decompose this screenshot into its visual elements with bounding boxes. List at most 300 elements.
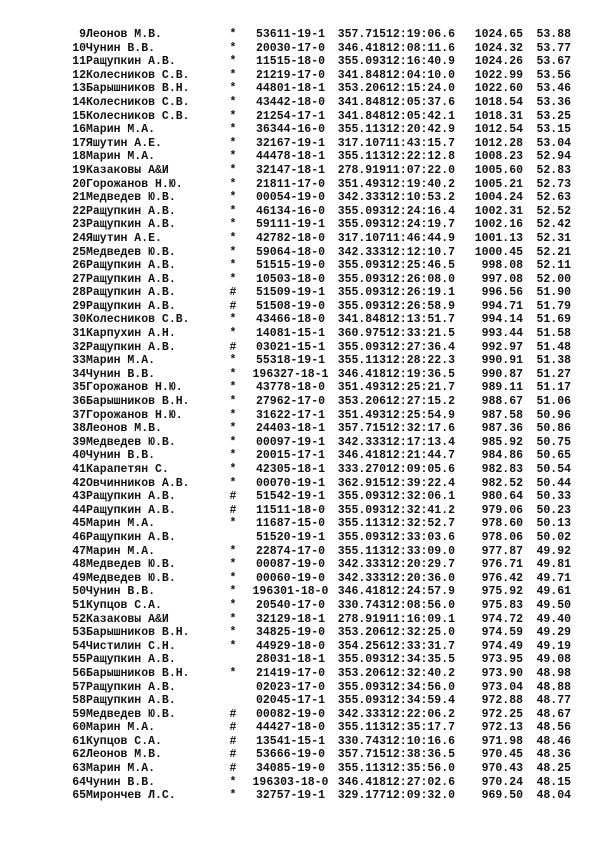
arrival-time-cell: 12:12:10.7: [386, 245, 456, 259]
fancier-name-cell: Марин М.А.: [86, 150, 156, 164]
distance-cell: 353.206: [337, 666, 386, 680]
arrival-time-cell: 12:27:15.2: [386, 395, 456, 409]
arrival-time-cell: 12:32:17.6: [386, 422, 456, 436]
score-cell: 50.65: [536, 449, 572, 463]
rank-cell: 15: [72, 109, 86, 123]
distance-cell: 346.418: [337, 449, 386, 463]
arrival-time-cell: 11:46:44.9: [386, 231, 456, 245]
speed-cell: 976.42: [481, 571, 524, 585]
table-row: [60, 517, 571, 531]
arrival-time-cell: 12:19:36.5: [386, 367, 456, 381]
arrival-time-cell: 11:07:22.0: [386, 163, 456, 177]
fancier-name-cell: Медведев Ю.В.: [86, 245, 176, 259]
rank-cell: 17: [72, 136, 86, 150]
distance-cell: 342.333: [337, 435, 386, 449]
mark-cell: #: [229, 503, 237, 517]
rank-cell: 26: [72, 259, 86, 273]
mark-cell: #: [229, 748, 237, 762]
mark-cell: #: [229, 286, 237, 300]
ring-id-cell: 42305-18-1: [255, 463, 325, 476]
rank-cell: 53: [72, 626, 86, 640]
score-cell: 48.15: [536, 775, 572, 789]
arrival-time-cell: 12:19:40.2: [386, 177, 456, 191]
distance-cell: 355.113: [337, 544, 386, 558]
table-row: [60, 42, 571, 56]
rank-cell: 54: [72, 639, 86, 653]
mark-cell: *: [229, 544, 237, 558]
rank-cell: 40: [72, 449, 86, 463]
table-row: [60, 477, 571, 491]
distance-cell: 355.113: [337, 517, 386, 531]
rank-cell: 25: [72, 245, 86, 259]
table-row: [60, 341, 571, 355]
mark-cell: *: [229, 775, 237, 789]
score-cell: 53.56: [536, 68, 572, 82]
table-row: [60, 218, 571, 232]
mark-cell: *: [229, 218, 237, 232]
arrival-time-cell: 12:25:46.5: [386, 259, 456, 273]
ring-id-cell: 44427-18-0: [255, 721, 325, 735]
speed-cell: 974.49: [481, 639, 524, 653]
mark-cell: [218, 531, 248, 545]
rank-cell: 23: [72, 218, 86, 232]
fancier-name-cell: Медведев Ю.В.: [86, 707, 176, 721]
table-row: [60, 762, 571, 776]
score-cell: 52.52: [536, 204, 572, 218]
speed-cell: 1022.99: [474, 68, 524, 82]
ring-id-cell: 14081-15-1: [255, 327, 325, 341]
ring-id-cell: 10503-18-0: [255, 272, 325, 286]
distance-cell: 341.848: [337, 68, 386, 82]
speed-cell: 992.97: [481, 340, 524, 354]
mark-cell: #: [229, 707, 237, 721]
rank-cell: 51: [72, 598, 86, 612]
rank-cell: 63: [72, 762, 86, 776]
mark-cell: *: [229, 191, 237, 205]
distance-cell: 341.848: [337, 109, 386, 123]
table-row: [60, 409, 571, 423]
arrival-time-cell: 12:15:24.0: [386, 82, 456, 96]
rank-cell: 35: [72, 381, 86, 395]
ring-id-cell: 20015-17-1: [255, 449, 325, 463]
mark-cell: *: [229, 449, 237, 463]
fancier-name-cell: Чунин В.В.: [86, 775, 156, 789]
distance-cell: 355.093: [337, 340, 386, 354]
score-cell: 53.25: [536, 109, 572, 123]
fancier-name-cell: Леонов М.В.: [86, 28, 162, 41]
ring-id-cell: 51508-19-0: [255, 299, 325, 313]
rank-cell: 50: [72, 585, 86, 599]
mark-cell: [218, 681, 248, 695]
speed-cell: 994.71: [481, 299, 524, 313]
ring-id-cell: 03021-15-1: [255, 340, 325, 354]
rank-cell: 18: [72, 150, 86, 164]
score-cell: 52.63: [536, 191, 572, 205]
speed-cell: 974.59: [481, 626, 524, 640]
arrival-time-cell: 12:26:58.9: [386, 299, 456, 313]
table-row: [60, 178, 571, 192]
arrival-time-cell: 12:08:11.6: [386, 41, 456, 55]
arrival-time-cell: 12:26:08.0: [386, 272, 456, 286]
score-cell: 50.44: [536, 476, 572, 490]
rank-cell: 31: [72, 327, 86, 341]
ring-id-cell: 27962-17-0: [255, 395, 325, 409]
rank-cell: 32: [72, 340, 86, 354]
fancier-name-cell: Барышников В.Н.: [86, 395, 190, 409]
distance-cell: 351.493: [337, 381, 386, 395]
table-row: [60, 681, 571, 695]
table-row: [60, 286, 571, 300]
distance-cell: 357.715: [337, 422, 386, 436]
score-cell: 51.38: [536, 354, 572, 368]
mark-cell: [218, 653, 248, 667]
distance-cell: 357.715: [337, 28, 386, 41]
speed-cell: 1000.45: [474, 245, 524, 259]
table-row: [60, 137, 571, 151]
ring-id-cell: 24403-18-1: [255, 422, 325, 436]
distance-cell: 346.418: [337, 41, 386, 55]
speed-cell: 985.92: [481, 435, 524, 449]
fancier-name-cell: Чунин В.В.: [86, 367, 156, 381]
speed-cell: 1012.54: [474, 123, 524, 137]
ring-id-cell: 02045-17-1: [255, 694, 325, 708]
fancier-name-cell: Марин М.А.: [86, 354, 156, 368]
mark-cell: *: [229, 109, 237, 123]
rank-cell: 29: [72, 299, 86, 313]
mark-cell: *: [229, 28, 237, 41]
table-row: [60, 150, 571, 164]
ring-id-cell: 196303-18-0: [252, 775, 329, 789]
ring-id-cell: 28031-18-1: [255, 653, 325, 667]
ring-id-cell: 59111-19-1: [255, 218, 325, 232]
speed-cell: 970.43: [481, 762, 524, 776]
mark-cell: *: [229, 422, 237, 436]
distance-cell: 355.093: [337, 286, 386, 300]
score-cell: 48.77: [536, 694, 572, 708]
distance-cell: 342.333: [337, 191, 386, 205]
arrival-time-cell: 12:05:42.1: [386, 109, 456, 123]
table-row: [60, 490, 571, 504]
score-cell: 50.23: [536, 503, 572, 517]
speed-cell: 987.58: [481, 408, 524, 422]
score-cell: 50.86: [536, 422, 572, 436]
speed-cell: 1018.54: [474, 95, 524, 109]
ring-id-cell: 51542-19-1: [255, 490, 325, 504]
speed-cell: 987.36: [481, 422, 524, 436]
mark-cell: *: [229, 367, 237, 381]
arrival-time-cell: 12:17:13.4: [386, 435, 456, 449]
ring-id-cell: 02023-17-0: [255, 680, 325, 694]
score-cell: 48.56: [536, 721, 572, 735]
ring-id-cell: 43442-18-0: [255, 95, 325, 109]
mark-cell: *: [229, 585, 237, 599]
arrival-time-cell: 11:43:15.7: [386, 136, 456, 150]
fancier-name-cell: Барышников В.Н.: [86, 666, 190, 680]
score-cell: 49.50: [536, 598, 572, 612]
table-row: [60, 694, 571, 708]
arrival-time-cell: 12:08:56.0: [386, 598, 456, 612]
arrival-time-cell: 11:16:09.1: [386, 612, 456, 626]
ring-id-cell: 00082-19-0: [255, 707, 325, 721]
arrival-time-cell: 12:32:52.7: [386, 517, 456, 531]
ring-id-cell: 196327-18-1: [252, 367, 329, 381]
fancier-name-cell: Ращупкин А.В.: [86, 204, 176, 218]
table-row: [60, 395, 571, 409]
mark-cell: #: [229, 340, 237, 354]
rank-cell: 46: [72, 530, 86, 544]
ring-id-cell: 34825-19-0: [255, 626, 325, 640]
rank-cell: 44: [72, 503, 86, 517]
rank-cell: 13: [72, 82, 86, 96]
fancier-name-cell: Ращупкин А.В.: [86, 530, 176, 544]
arrival-time-cell: 12:20:42.9: [386, 123, 456, 137]
table-row: [60, 246, 571, 260]
score-cell: 50.54: [536, 463, 572, 476]
arrival-time-cell: 12:32:25.0: [386, 626, 456, 640]
fancier-name-cell: Медведев Ю.В.: [86, 571, 176, 585]
ring-id-cell: 51509-19-1: [255, 286, 325, 300]
table-row: [60, 381, 571, 395]
rank-cell: 10: [72, 41, 86, 55]
score-cell: 51.79: [536, 299, 572, 313]
rank-cell: 39: [72, 435, 86, 449]
table-row: [60, 191, 571, 205]
fancier-name-cell: Ращупкин А.В.: [86, 286, 176, 300]
speed-cell: 998.08: [481, 259, 524, 273]
distance-cell: 346.418: [337, 585, 386, 599]
mark-cell: *: [229, 381, 237, 395]
fancier-name-cell: Медведев Ю.В.: [86, 558, 176, 572]
ring-id-cell: 00097-19-1: [255, 435, 325, 449]
fancier-name-cell: Карапетян С.: [86, 463, 169, 476]
rank-cell: 61: [72, 734, 86, 748]
fancier-name-cell: Ращупкин А.В.: [86, 340, 176, 354]
speed-cell: 969.50: [481, 789, 524, 803]
arrival-time-cell: 12:21:44.7: [386, 449, 456, 463]
table-row: [60, 653, 571, 667]
speed-cell: 973.04: [481, 680, 524, 694]
speed-cell: 973.95: [481, 653, 524, 667]
distance-cell: 355.093: [337, 55, 386, 69]
results-table-body: [60, 28, 571, 803]
fancier-name-cell: Марин М.А.: [86, 517, 156, 531]
distance-cell: 342.333: [337, 245, 386, 259]
speed-cell: 970.45: [481, 748, 524, 762]
table-row: [60, 449, 571, 463]
mark-cell: *: [229, 150, 237, 164]
ring-id-cell: 00060-19-0: [255, 571, 325, 585]
table-row: [60, 558, 571, 572]
rank-cell: 48: [72, 558, 86, 572]
score-cell: 51.58: [536, 327, 572, 341]
rank-cell: 62: [72, 748, 86, 762]
mark-cell: *: [229, 789, 237, 803]
mark-cell: *: [229, 517, 237, 531]
arrival-time-cell: 12:32:41.2: [386, 503, 456, 517]
distance-cell: 355.093: [337, 218, 386, 232]
table-row: [60, 82, 571, 96]
table-row: [60, 599, 571, 613]
mark-cell: *: [229, 612, 237, 626]
fancier-name-cell: Мирончев Л.С.: [86, 789, 176, 803]
mark-cell: *: [229, 259, 237, 273]
speed-cell: 1001.13: [474, 231, 524, 245]
speed-cell: 1005.60: [474, 163, 524, 177]
rank-cell: 22: [72, 204, 86, 218]
ring-id-cell: 20540-17-0: [255, 598, 325, 612]
ring-id-cell: 00070-19-1: [255, 476, 325, 490]
mark-cell: *: [229, 626, 237, 640]
arrival-time-cell: 12:22:12.8: [386, 150, 456, 164]
arrival-time-cell: 12:16:40.9: [386, 55, 456, 69]
distance-cell: 355.093: [337, 653, 386, 667]
arrival-time-cell: 12:33:21.5: [386, 327, 456, 341]
score-cell: 49.81: [536, 558, 572, 572]
fancier-name-cell: Овчинников А.В.: [86, 476, 190, 490]
mark-cell: *: [229, 463, 237, 476]
score-cell: 48.67: [536, 707, 572, 721]
table-row: [60, 504, 571, 518]
ring-id-cell: 22874-17-0: [255, 544, 325, 558]
rank-cell: 42: [72, 476, 86, 490]
mark-cell: *: [229, 245, 237, 259]
distance-cell: 330.743: [337, 734, 386, 748]
mark-cell: #: [229, 299, 237, 313]
arrival-time-cell: 12:19:06.6: [386, 28, 456, 41]
score-cell: 53.88: [536, 28, 572, 41]
distance-cell: 351.493: [337, 177, 386, 191]
distance-cell: 351.493: [337, 408, 386, 422]
table-row: [60, 205, 571, 219]
fancier-name-cell: Марин М.А.: [86, 762, 156, 776]
mark-cell: #: [229, 762, 237, 776]
rank-cell: 65: [72, 789, 86, 803]
rank-cell: 41: [72, 463, 86, 476]
speed-cell: 1024.26: [474, 55, 524, 69]
mark-cell: *: [229, 571, 237, 585]
speed-cell: 993.44: [481, 327, 524, 341]
score-cell: 52.21: [536, 245, 572, 259]
ring-id-cell: 32147-18-1: [255, 163, 325, 177]
distance-cell: 355.093: [337, 490, 386, 504]
ring-id-cell: 00087-19-0: [255, 558, 325, 572]
arrival-time-cell: 12:13:51.7: [386, 313, 456, 327]
arrival-time-cell: 12:10:16.6: [386, 734, 456, 748]
speed-cell: 994.14: [481, 313, 524, 327]
speed-cell: 1012.28: [474, 136, 524, 150]
ring-id-cell: 36344-16-0: [255, 123, 325, 137]
ring-id-cell: 42782-18-0: [255, 231, 325, 245]
table-row: [60, 327, 571, 341]
score-cell: 48.98: [536, 666, 572, 680]
distance-cell: 342.333: [337, 558, 386, 572]
mark-cell: *: [229, 55, 237, 69]
fancier-name-cell: Марин М.А.: [86, 721, 156, 735]
distance-cell: 357.715: [337, 748, 386, 762]
table-row: [60, 28, 571, 42]
distance-cell: 355.113: [337, 150, 386, 164]
mark-cell: *: [229, 177, 237, 191]
mark-cell: *: [229, 435, 237, 449]
distance-cell: 355.113: [337, 123, 386, 137]
distance-cell: 355.093: [337, 299, 386, 313]
fancier-name-cell: Чунин В.В.: [86, 449, 156, 463]
fancier-name-cell: Ращупкин А.В.: [86, 299, 176, 313]
ring-id-cell: 20030-17-0: [255, 41, 325, 55]
ring-id-cell: 51515-19-0: [255, 259, 325, 273]
fancier-name-cell: Марин М.А.: [86, 123, 156, 137]
ring-id-cell: 43778-18-0: [255, 381, 325, 395]
distance-cell: 342.333: [337, 571, 386, 585]
table-row: [60, 626, 571, 640]
score-cell: 48.36: [536, 748, 572, 762]
speed-cell: 1024.32: [474, 41, 524, 55]
distance-cell: 346.418: [337, 367, 386, 381]
fancier-name-cell: Ращупкин А.В.: [86, 218, 176, 232]
score-cell: 52.42: [536, 218, 572, 232]
rank-cell: 28: [72, 286, 86, 300]
table-row: [60, 572, 571, 586]
table-row: [60, 436, 571, 450]
speed-cell: 1005.21: [474, 177, 524, 191]
arrival-time-cell: 12:33:09.0: [386, 544, 456, 558]
distance-cell: 342.333: [337, 707, 386, 721]
fancier-name-cell: Ращупкин А.В.: [86, 55, 176, 69]
fancier-name-cell: Ращупкин А.В.: [86, 694, 176, 708]
arrival-time-cell: 12:27:02.6: [386, 775, 456, 789]
mark-cell: *: [229, 136, 237, 150]
distance-cell: 354.256: [337, 639, 386, 653]
score-cell: 50.13: [536, 517, 572, 531]
score-cell: 53.36: [536, 95, 572, 109]
rank-cell: 64: [72, 775, 86, 789]
table-row: [60, 96, 571, 110]
rank-cell: 19: [72, 163, 86, 177]
table-row: [60, 721, 571, 735]
fancier-name-cell: Яшутин А.Е.: [86, 136, 162, 150]
speed-cell: 982.83: [481, 463, 524, 476]
mark-cell: *: [229, 327, 237, 341]
arrival-time-cell: 12:32:06.1: [386, 490, 456, 504]
fancier-name-cell: Ращупкин А.В.: [86, 503, 176, 517]
ring-id-cell: 55318-19-1: [255, 354, 325, 368]
speed-cell: 972.88: [481, 694, 524, 708]
ring-id-cell: 11515-18-0: [255, 55, 325, 69]
table-row: [60, 55, 571, 69]
arrival-time-cell: 12:38:36.5: [386, 748, 456, 762]
ring-id-cell: 51520-19-1: [255, 530, 325, 544]
rank-cell: 21: [72, 191, 86, 205]
arrival-time-cell: 12:27:36.4: [386, 340, 456, 354]
mark-cell: *: [229, 558, 237, 572]
score-cell: 49.19: [536, 639, 572, 653]
score-cell: 52.00: [536, 272, 572, 286]
rank-cell: 47: [72, 544, 86, 558]
speed-cell: 973.90: [481, 666, 524, 680]
arrival-time-cell: 12:05:37.6: [386, 95, 456, 109]
ring-id-cell: 196301-18-0: [252, 585, 329, 599]
table-row: [60, 422, 571, 436]
arrival-time-cell: 12:20:29.7: [386, 558, 456, 572]
speed-cell: 977.87: [481, 544, 524, 558]
fancier-name-cell: Чунин В.В.: [86, 41, 156, 55]
table-row: [60, 463, 571, 477]
distance-cell: 355.093: [337, 530, 386, 544]
speed-cell: 972.25: [481, 707, 524, 721]
rank-cell: 12: [72, 68, 86, 82]
fancier-name-cell: Ращупкин А.В.: [86, 259, 176, 273]
score-cell: 49.71: [536, 571, 572, 585]
